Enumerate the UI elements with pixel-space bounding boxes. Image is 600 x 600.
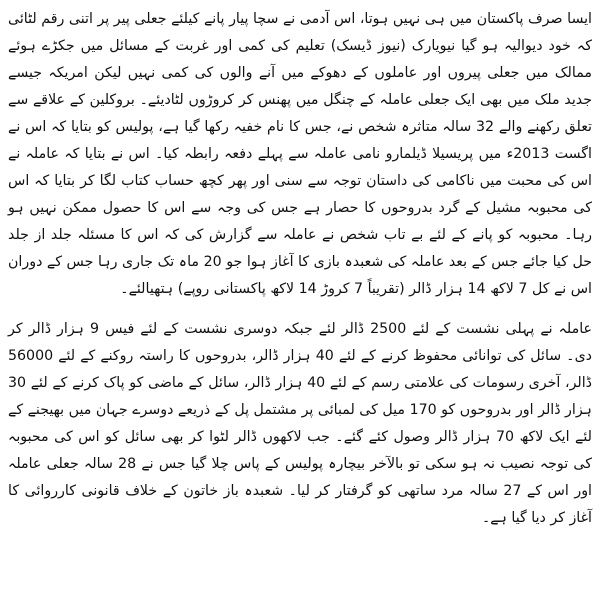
article-paragraph-2: عاملہ نے پہلی نشست کے لئے 2500 ڈالر لئے جبکہ دوسری نشست کے لئے فیس 9 ہزار ڈالر کر دی۔ سائل کی توانائی محفوظ کرنے کے لئے 40 ہزار ڈالر، بدروحوں کا راستہ روکنے کے لئے 56000 ڈالر، آخری رسومات کی علامتی رسم کے لئے 40 ہزار ڈالر، سائل کے ماضی کو پاک کرنے کے لئے 30 ہزار ڈالر اور بدروحوں کو 170 میل کی لمبائی پر مشتمل پل کے ذریعے دوسرے جہان میں بھیجنے کے لئے ایک لاکھ 70 ہزار ڈالر وصول کئے گئے۔ جب لاکھوں ڈالر لٹوا کر بھی سائل کو اس کی محبوبہ کی توجہ نصیب نہ ہو سکی تو بالآخر بیچارہ پولیس کے پاس چلا گیا جس نے 28 سالہ جعلی عاملہ اور اس کے 27 سالہ مرد ساتھی کو گرفتار کر لیا۔ شعبدہ باز خاتون کے خلاف قانونی کارروائی کا آغاز کر دیا گیا ہے۔ [8, 321, 593, 526]
article-body [8, 6, 592, 532]
article-paragraph-1: ایسا صرف پاکستان میں ہی نہیں ہوتا، اس آدمی نے سچا پیار پانے کیلئے جعلی پیر پر اتنی رقم لٹائی کہ خود دیوالیہ ہو گیا نیویارک (نیوز ڈیسک) تعلیم کی کمی اور غربت کے مسائل میں جکڑے ہوئے ممالک میں جعلی پیروں اور عاملوں کے دھوکے میں آنے والوں کی کمی نہیں لیکن امریکہ جیسے جدید ملک میں بھی ایک جعلی عاملہ کے چنگل میں پھنس کر کروڑوں لٹادیئے۔ بروکلین کے علاقے سے تعلق رکھنے والے 32 سالہ متاثرہ شخص نے، جس کا نام خفیہ رکھا گیا ہے، پولیس کو بتایا کہ اس نے اگست 2013ء میں پریسیلا ڈیلمارو نامی عاملہ سے پہلے دفعہ رابطہ کیا۔ اس نے بتایا کہ عاملہ نے اس کی محبت میں ناکامی کی داستان توجہ سے سنی اور پھر کچھ حساب کتاب لگا کر بتایا کہ اس کی محبوبہ مشیل کے گرد بدروحوں کا حصار ہے جس کی وجہ سے اس کا حصول ممکن نہیں ہو رہا۔ محبوبہ کو پانے کے لئے بے تاب شخص نے عاملہ سے گزارش کی کہ اس کا مسئلہ جلد از جلد حل کیا جائے جس کے بعد عاملہ کی شعبدہ بازی کا آغاز ہوا جو 20 ماہ تک جاری رہا جس کے دوران اس نے کل 7 لاکھ 14 ہزار ڈالر (تقریباً 7 کروڑ 14 لاکھ پاکستانی روپے) ہتھیالئے۔ [8, 11, 592, 297]
